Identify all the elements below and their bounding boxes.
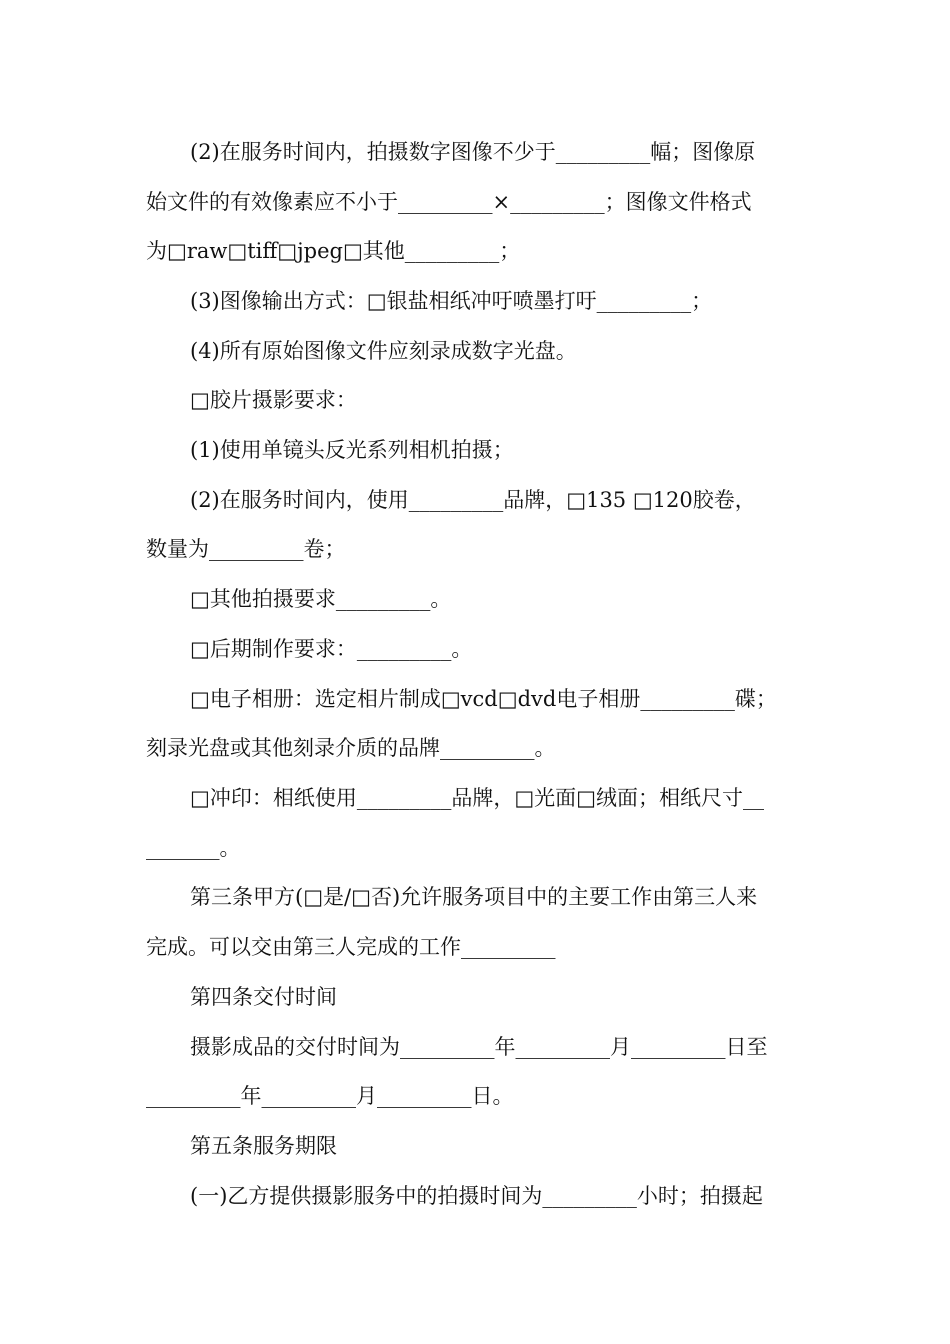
paragraph-line: □电子相册：选定相片制成□vcd□dvd电子相册_________碟； xyxy=(190,687,777,711)
paragraph-line: □冲印：相纸使用_________品牌，□光面□绒面；相纸尺寸__ xyxy=(190,786,765,810)
paragraph-line: (2)在服务时间内，使用_________品牌，□135 □120胶卷， xyxy=(190,488,756,512)
paragraph-line: _________年_________月_________日。 xyxy=(146,1084,514,1108)
paragraph-line: □后期制作要求：_________。 xyxy=(190,637,473,661)
paragraph-line: (1)使用单镜头反光系列相机拍摄； xyxy=(190,438,514,462)
paragraph-line: (一)乙方提供摄影服务中的拍摄时间为_________小时；拍摄起 xyxy=(190,1184,763,1208)
paragraph-line: 摄影成品的交付时间为_________年_________月_________日至 xyxy=(190,1035,768,1059)
paragraph-line: (3)图像输出方式：□银盐相纸冲吁喷墨打吁_________； xyxy=(190,289,713,313)
paragraph-line: 始文件的有效像素应不小于_________×_________；图像文件格式 xyxy=(146,190,752,214)
paragraph-line: 为□raw□tiff□jpeg□其他_________； xyxy=(146,239,521,263)
paragraph-line: 刻录光盘或其他刻录介质的品牌_________。 xyxy=(146,736,556,760)
paragraph-line: □其他拍摄要求_________。 xyxy=(190,587,452,611)
paragraph-line: _______。 xyxy=(146,836,241,860)
paragraph-line: (4)所有原始图像文件应刻录成数字光盘。 xyxy=(190,339,577,363)
paragraph-line: (2)在服务时间内，拍摄数字图像不少于_________幅；图像原 xyxy=(190,140,756,164)
paragraph-line: 第三条甲方(□是/□否)允许服务项目中的主要工作由第三人来 xyxy=(190,885,758,909)
section-heading: 第四条交付时间 xyxy=(190,985,337,1009)
section-heading: □胶片摄影要求： xyxy=(190,388,357,412)
section-heading: 第五条服务期限 xyxy=(190,1134,337,1158)
paragraph-line: 完成。可以交由第三人完成的工作_________ xyxy=(146,935,556,959)
paragraph-line: 数量为_________卷； xyxy=(146,537,346,561)
